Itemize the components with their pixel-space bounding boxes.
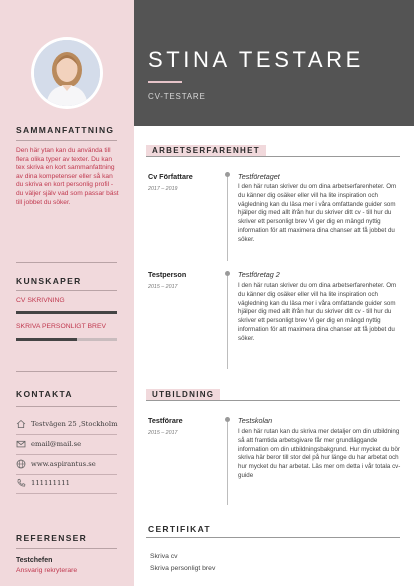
person-role: CV-TESTARE <box>148 92 206 101</box>
skills-title: KUNSKAPER <box>16 276 82 286</box>
contact-title: KONTAKTA <box>16 389 73 399</box>
education-degree: Testförare <box>148 416 183 425</box>
phone-text: 111111111 <box>31 479 70 487</box>
timeline-dot <box>225 172 230 177</box>
header <box>134 0 414 126</box>
job-dates: 2015 – 2017 <box>148 284 178 290</box>
sidebar <box>0 0 134 586</box>
skill-label: SKRIVA PERSONLIGT BREV <box>16 323 107 330</box>
divider <box>16 140 117 141</box>
education-dates: 2015 – 2017 <box>148 430 178 436</box>
phone-icon <box>16 478 26 488</box>
divider <box>16 262 117 263</box>
email-icon <box>16 439 26 449</box>
globe-icon <box>16 459 26 469</box>
divider <box>146 537 400 538</box>
education-title: UTBILDNING <box>146 389 220 400</box>
job-title: Cv Författare <box>148 172 193 181</box>
job-company: Testföretaget <box>238 172 280 181</box>
divider <box>16 474 117 475</box>
summary-text: Den här ytan kan du använda till flera olika typer av texter. Du kan tex skriva en kort sammanfattning av dina kompetenser eller så kan du skriva en kort personlig profil - du väljer själv vad som passar bäst till jobbet du söker. <box>16 147 119 206</box>
experience-title: ARBETSERFARENHET <box>146 145 266 156</box>
address-text: Testvägen 25 ,Stockholm <box>31 420 118 428</box>
certificate-item: Skriva cv <box>150 553 178 560</box>
education-school: Testskolan <box>238 416 273 425</box>
divider <box>16 290 117 291</box>
timeline-line <box>227 417 228 505</box>
timeline-dot <box>225 271 230 276</box>
certificate-item: Skriva personligt brev <box>150 565 216 572</box>
timeline-line <box>227 271 228 369</box>
home-icon <box>16 419 26 429</box>
job-company: Testföretag 2 <box>238 270 280 279</box>
job-title: Testperson <box>148 270 187 279</box>
education-description: I den här rutan kan du skriva mer detaljer om din utbildning så att framtida arbetsgivare får mer grundläggande information om din utbildningsbakgrund. Hur mycket du bör skriva här beror till stor del på hur länge du har arbetat och hur mycket du har arbetat. Läs mer om detta i vår totala cv-guide <box>238 428 401 479</box>
divider <box>16 434 117 435</box>
job-description: I den här rutan skriver du om dina arbetserfarenheter. Om du känner dig osäker eller vill ha lite inspiration och vägledning kan du läsa mer i våra omfattande guider som hjälper dig med allt ifrån hur du skriver ditt cv - till hur du skriver ett personligt brev Vi ger dig en mängd nyttig information för att maximera dina chanser att få jobbet du söker. <box>238 183 397 243</box>
contact-address <box>16 418 120 432</box>
reference-role: Ansvarig rekryterare <box>16 567 78 574</box>
references-title: REFERENSER <box>16 533 88 543</box>
divider <box>16 493 117 494</box>
skill-bar-fill <box>16 338 77 341</box>
skill-bar <box>16 311 117 314</box>
title-underline <box>148 81 182 83</box>
certificates-title: CERTIFIKAT <box>148 524 211 534</box>
divider <box>16 406 117 407</box>
skill-label: CV SKRIVNING <box>16 297 65 304</box>
divider <box>16 454 117 455</box>
divider <box>16 548 117 549</box>
website-text[interactable]: www.aspirantus.se <box>31 460 96 468</box>
skill-bar <box>16 338 117 341</box>
profile-photo <box>34 40 100 106</box>
divider <box>16 371 117 372</box>
contact-email[interactable] <box>16 438 120 452</box>
email-text[interactable]: email@mail.se <box>31 440 82 448</box>
person-name: STINA TESTARE <box>148 47 364 72</box>
job-dates: 2017 – 2019 <box>148 186 178 192</box>
summary-title: SAMMANFATTNING <box>16 125 115 135</box>
divider <box>146 156 400 157</box>
reference-name: Testchefen <box>16 557 53 564</box>
avatar <box>31 37 103 109</box>
timeline-line <box>227 172 228 261</box>
timeline-dot <box>225 417 230 422</box>
contact-website[interactable] <box>16 458 120 472</box>
contact-phone <box>16 477 120 491</box>
job-description: I den här rutan skriver du om dina arbetserfarenheter. Om du känner dig osäker eller vill ha lite inspiration och vägledning kan du läsa mer i våra omfattande guider som hjälper dig med allt ifrån hur du skriver ditt cv - till hur du skriver ett personligt brev Vi ger dig en mängd nyttig information för att maximera dina chanser att få jobbet du söker. <box>238 282 397 342</box>
divider <box>146 400 400 401</box>
skill-bar-fill <box>16 311 117 314</box>
